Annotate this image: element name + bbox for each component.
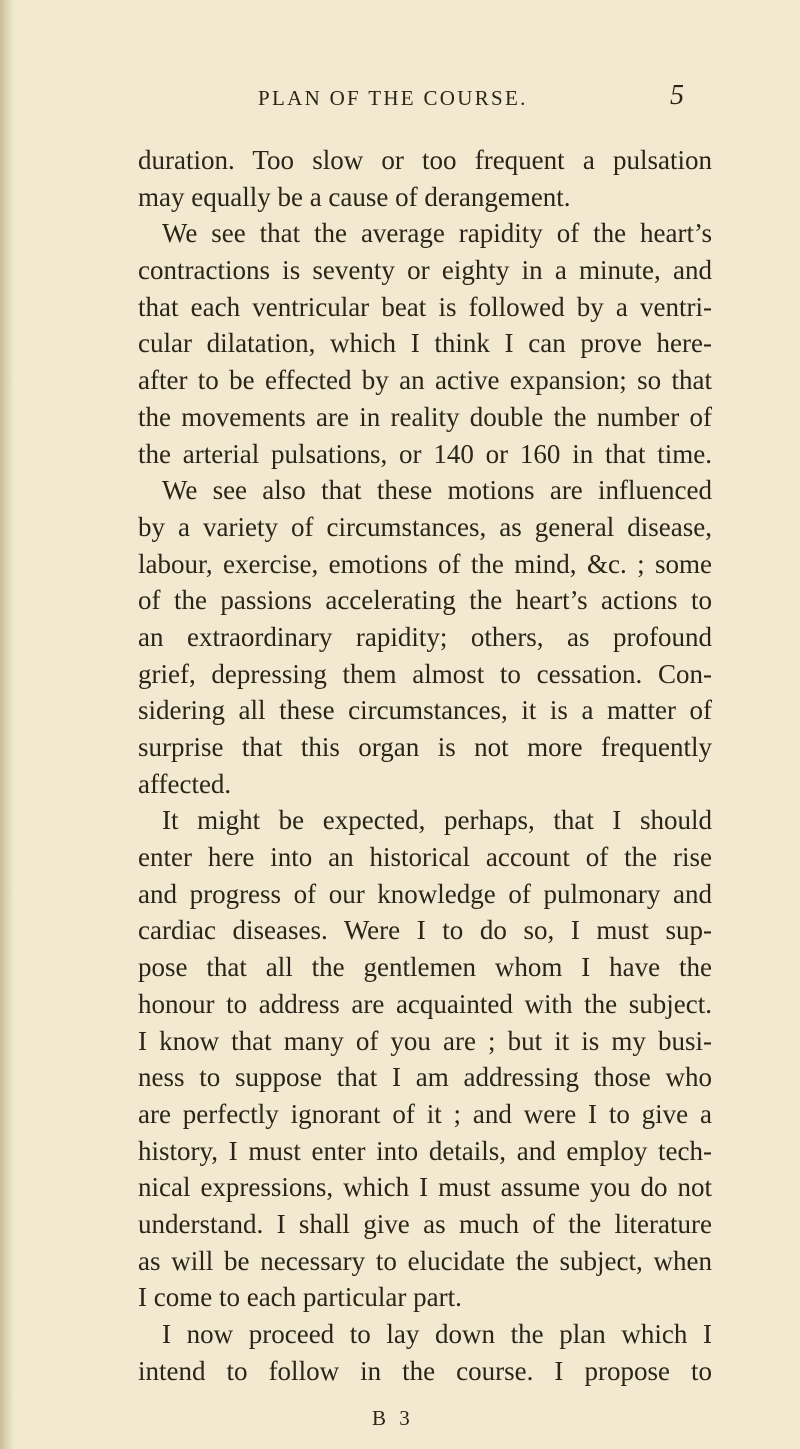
page-number: 5 [670, 80, 684, 111]
text-line: pose that all the gentlemen whom I have the [138, 952, 712, 983]
text-line: may equally be a cause of derangement. [138, 181, 571, 212]
text-line: affected. [138, 768, 232, 799]
running-title: PLAN OF THE COURSE. [258, 86, 528, 110]
text-line: It might be expected, perhaps, that I should [162, 805, 712, 836]
text-line: enter here into an historical account of the rise [138, 842, 712, 873]
text-line: We see that the average rapidity of the heart’s [162, 218, 712, 249]
text-line: and progress of our knowledge of pulmonary and [138, 878, 712, 909]
text-line: We see also that these motions are influenced [162, 475, 712, 506]
text-line: by a variety of circumstances, as general disease, [138, 511, 712, 542]
text-line: history, I must enter into details, and employ tech- [138, 1135, 712, 1166]
text-line: understand. I shall give as much of the literature [138, 1208, 712, 1239]
text-line: intend to follow in the course. I propose to [138, 1355, 712, 1386]
page-edge-shadow [0, 0, 14, 1449]
text-line: surprise that this organ is not more frequently [138, 732, 712, 762]
running-head [0, 80, 800, 116]
text-line: I come to each particular part. [138, 1282, 462, 1313]
text-line: grief, depressing them almost to cessation. Con- [138, 658, 712, 689]
signature-mark: B 3 [372, 1406, 414, 1430]
text-line: contractions is seventy or eighty in a minute, and [138, 255, 712, 286]
text-line: as will be necessary to elucidate the subject, when [138, 1245, 712, 1276]
text-line: after to be effected by an active expansion; so that [138, 365, 712, 396]
text-line: I now proceed to lay down the plan which I [162, 1319, 712, 1349]
text-line: nical expressions, which I must assume you do not [138, 1172, 712, 1203]
text-line: I know that many of you are ; but it is my busi- [138, 1025, 712, 1056]
text-line: labour, exercise, emotions of the mind, &c. ; some [138, 548, 712, 579]
text-line: ness to suppose that I am addressing those who [138, 1062, 712, 1093]
text-line: duration. Too slow or too frequent a pulsation [138, 145, 712, 175]
text-line: are perfectly ignorant of it ; and were I to give a [138, 1098, 712, 1129]
text-line: an extraordinary rapidity; others, as profound [138, 621, 712, 652]
text-line: cular dilatation, which I think I can prove here- [138, 328, 712, 359]
text-line: the movements are in reality double the number of [138, 401, 712, 432]
text-line: the arterial pulsations, or 140 or 160 in that time. [138, 438, 712, 469]
text-line: sidering all these circumstances, it is a matter of [138, 695, 712, 726]
text-line: cardiac diseases. Were I to do so, I must sup- [138, 915, 712, 946]
body-text [138, 142, 712, 1389]
text-line: of the passions accelerating the heart’s actions to [138, 585, 712, 616]
text-line: that each ventricular beat is followed by a ventri- [138, 291, 712, 322]
text-line: honour to address are acquainted with the subject. [138, 988, 712, 1019]
